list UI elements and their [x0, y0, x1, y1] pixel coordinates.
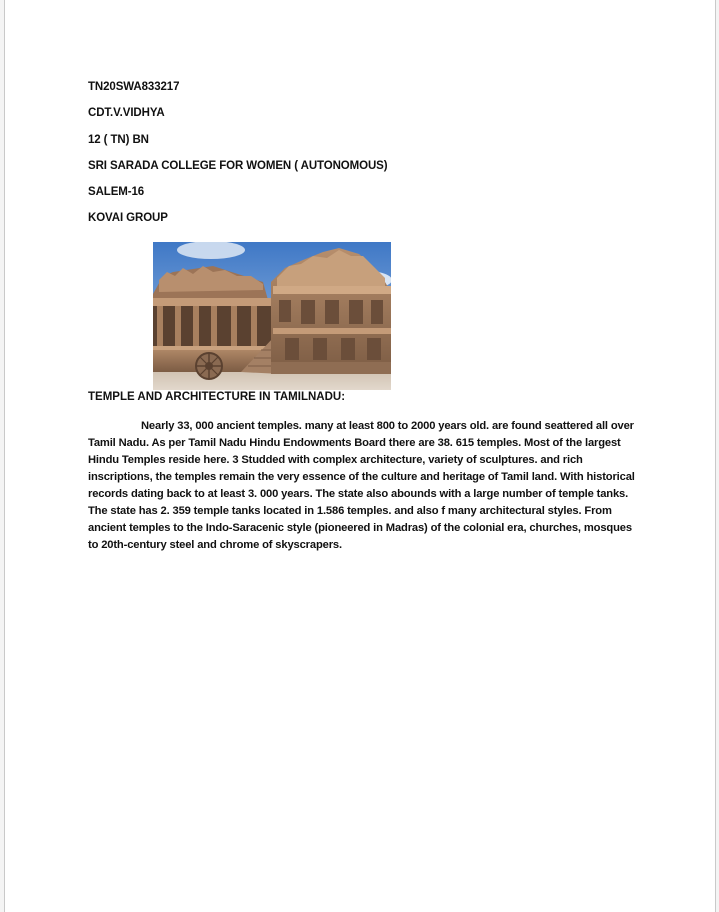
- article-body: Nearly 33, 000 ancient temples. many at least 800 to 2000 years old. are found seattered all over Tamil Nadu. As per Tamil Nadu Hindu Endowments Board there are 38. 615 temples. Most of the largest Hindu Temples reside here. 3 Studded with complex architecture, variety of sculptures. and rich inscriptions, the temples remain the very essence of the culture and heritage of Tamil land. With historical records dating back to at least 3. 000 years. The state also abounds with a large number of temple tanks. The state has 2. 359 temple tanks located in 1.586 temples. and also f many architectural styles. From ancient temples to the Indo-Saracenic style (pioneered in Madras) of the colonial era, churches, mosques to 20th-century steel and chrome of skyscrapers.: [88, 420, 635, 551]
- registration-number: TN20SWA833217: [88, 81, 180, 93]
- group-name: KOVAI GROUP: [88, 212, 168, 224]
- college-name: SRI SARADA COLLEGE FOR WOMEN ( AUTONOMOUS): [88, 160, 388, 172]
- battalion: 12 ( TN) BN: [88, 134, 149, 146]
- cadet-name: CDT.V.VIDHYA: [88, 107, 165, 119]
- temple-photo: [153, 242, 391, 390]
- article-heading: TEMPLE AND ARCHITECTURE IN TAMILNADU:: [88, 391, 346, 403]
- city: SALEM-16: [88, 186, 145, 198]
- document-page: [4, 0, 716, 912]
